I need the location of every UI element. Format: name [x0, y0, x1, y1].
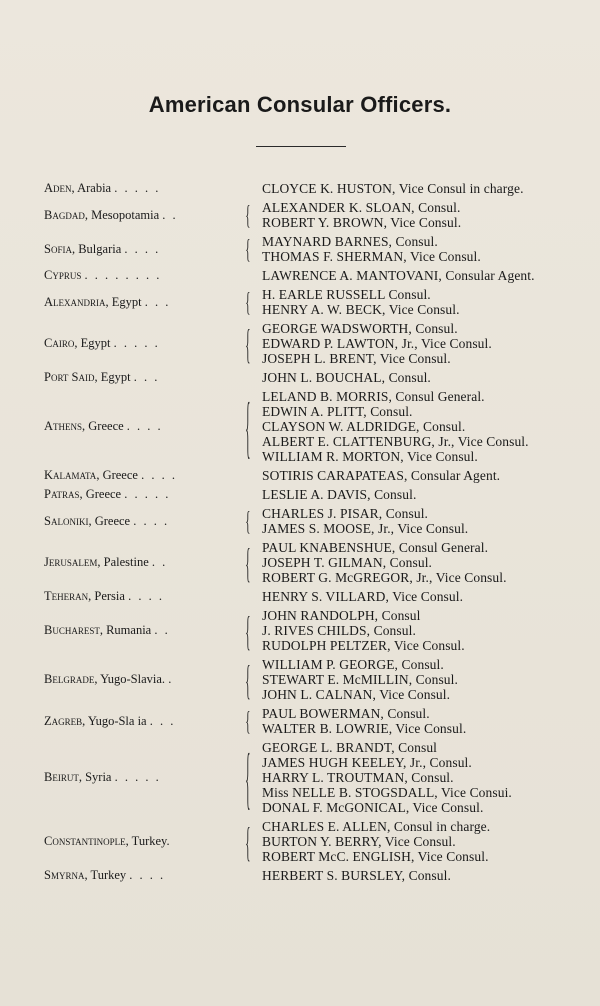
consular-post-entry — [0, 608, 600, 653]
consular-post-entry — [0, 181, 600, 196]
dot-leader: . . . . . — [114, 181, 161, 195]
curly-brace: { — [245, 606, 251, 655]
post-location — [0, 487, 234, 502]
consular-post-entry — [0, 657, 600, 702]
officer-name: H. EARLE RUSSELL Consul. — [262, 287, 431, 302]
post-location — [0, 181, 234, 196]
officer-name: STEWART E. McMILLIN, Consul. — [262, 672, 458, 687]
officer-name: EDWIN A. PLITT, Consul. — [262, 404, 413, 419]
consular-post-entry — [0, 268, 600, 283]
post-country: , Greece — [96, 468, 138, 482]
post-city: Jerusalem — [44, 555, 98, 569]
officer-name: GEORGE WADSWORTH, Consul. — [262, 321, 458, 336]
brace-column — [234, 817, 262, 866]
post-country: , Palestine — [97, 555, 149, 569]
officer-names — [262, 589, 463, 604]
brace-column — [234, 704, 262, 738]
post-city: Port Said — [44, 370, 95, 384]
officer-names — [262, 506, 468, 536]
post-city: Alexandria — [44, 294, 106, 309]
post-city: Sofia — [44, 241, 72, 256]
dot-leader: . . . . — [126, 419, 163, 433]
officer-names — [262, 200, 461, 230]
officer-name: JOHN L. BOUCHAL, Consul. — [262, 370, 431, 385]
post-country: , Greece — [88, 513, 131, 528]
consular-post-entry — [0, 321, 600, 366]
dot-leader: . . . . — [133, 513, 170, 528]
officer-name: WALTER B. LOWRIE, Vice Consul. — [262, 721, 467, 736]
title-divider — [256, 146, 346, 147]
officer-name: HENRY S. VILLARD, Vice Consul. — [262, 589, 464, 604]
officer-name: JOHN L. CALNAN, Vice Consul. — [262, 687, 451, 702]
brace-column — [234, 386, 262, 467]
consular-post-entry — [0, 868, 600, 883]
post-city: Beirut — [44, 770, 79, 784]
post-location — [0, 370, 234, 385]
post-city: Zagreb — [44, 713, 83, 728]
brace-column — [234, 198, 262, 232]
consular-post-entry — [0, 589, 600, 604]
post-location — [0, 336, 234, 351]
officer-name: LAWRENCE A. MANTOVANI, Consular Agent. — [262, 268, 535, 283]
post-location — [0, 623, 234, 638]
dot-leader: . . . . — [129, 868, 166, 882]
dot-leader: . . . . . — [124, 487, 171, 501]
post-location — [0, 208, 234, 223]
curly-brace: { — [245, 737, 251, 818]
brace-column — [234, 319, 262, 368]
officer-name: HERBERT S. BURSLEY, Consul. — [262, 868, 451, 883]
officer-names — [262, 181, 524, 196]
dot-leader: . . . — [144, 294, 171, 309]
officer-name: ALBERT E. CLATTENBURG, Jr., Vice Consul. — [262, 434, 529, 449]
brace-column — [234, 737, 262, 818]
post-country: , Rumania — [99, 623, 152, 637]
post-location — [0, 672, 234, 687]
officer-names — [262, 468, 500, 483]
officer-name: JOSEPH L. BRENT, Vice Consul. — [262, 351, 451, 366]
consular-post-entry — [0, 287, 600, 317]
officer-name: LESLIE A. DAVIS, Consul. — [262, 487, 417, 502]
consular-post-entry — [0, 706, 600, 736]
curly-brace: { — [245, 198, 251, 232]
post-location — [0, 868, 234, 883]
officer-name: EDWARD P. LAWTON, Jr., Vice Consul. — [262, 336, 492, 351]
post-country: , Turkey. — [125, 834, 170, 848]
officer-name: WILLIAM P. GEORGE, Consul. — [262, 657, 444, 672]
post-location — [0, 468, 234, 483]
officer-names — [262, 706, 466, 736]
post-city: Teheran — [44, 589, 89, 603]
officer-name: GEORGE L. BRANDT, Consul — [262, 740, 438, 755]
post-country: , Syria — [78, 770, 112, 784]
post-location — [0, 714, 234, 729]
post-country: , Turkey — [84, 868, 127, 882]
officer-names — [262, 540, 507, 585]
consular-officers-list — [0, 181, 600, 887]
curly-brace: { — [245, 232, 251, 266]
post-location — [0, 242, 234, 257]
consular-post-entry — [0, 737, 600, 818]
post-country: , Egypt — [94, 370, 131, 384]
officer-name: PAUL KNABENSHUE, Consul General. — [262, 540, 489, 555]
page-title: American Consular Officers. — [148, 92, 452, 117]
officer-names — [262, 370, 431, 385]
post-country: , Greece — [82, 419, 124, 433]
officer-name: WILLIAM R. MORTON, Vice Consul. — [262, 449, 478, 464]
officer-names — [262, 608, 465, 653]
brace-column — [234, 655, 262, 704]
post-country: , Mesopotamia — [84, 207, 160, 222]
post-country: , Egypt — [105, 294, 142, 309]
dot-leader: . — [168, 672, 174, 686]
officer-name: J. RIVES CHILDS, Consul. — [262, 623, 416, 638]
post-city: Constantinople — [44, 834, 126, 848]
officer-names — [262, 287, 460, 317]
officer-name: ROBERT G. McGREGOR, Jr., Vice Consul. — [262, 570, 507, 585]
dot-leader: . . — [154, 623, 170, 637]
officer-name: BURTON Y. BERRY, Vice Consul. — [262, 834, 456, 849]
post-country: , Persia — [88, 589, 125, 603]
consular-post-entry — [0, 234, 600, 264]
post-location — [0, 555, 234, 570]
post-country: , Greece — [79, 487, 122, 501]
post-city: Bagdad — [44, 207, 85, 222]
dot-leader: . . — [151, 555, 168, 569]
brace-column — [234, 504, 262, 538]
brace-column — [234, 232, 262, 266]
post-city: Cyprus — [44, 268, 82, 282]
consular-post-entry — [0, 468, 600, 483]
officer-name: MAYNARD BARNES, Consul. — [262, 234, 438, 249]
dot-leader: . . . — [133, 370, 160, 384]
post-city: Cairo — [44, 336, 75, 350]
officer-name: CLAYSON W. ALDRIDGE, Consul. — [262, 419, 466, 434]
officer-name: LELAND B. MORRIS, Consul General. — [262, 389, 485, 404]
consular-post-entry — [0, 819, 600, 864]
officer-name: HENRY A. W. BECK, Vice Consul. — [262, 302, 460, 317]
consular-post-entry — [0, 506, 600, 536]
dot-leader: . . — [162, 207, 178, 222]
officer-name: THOMAS F. SHERMAN, Vice Consul. — [262, 249, 481, 264]
officer-names — [262, 234, 481, 264]
consular-post-entry — [0, 487, 600, 502]
officer-name: JAMES HUGH KEELEY, Jr., Consul. — [262, 755, 472, 770]
post-location — [0, 419, 234, 434]
dot-leader: . . . . — [128, 589, 164, 603]
post-country: , Bulgaria — [71, 241, 122, 256]
curly-brace: { — [245, 704, 251, 738]
dot-leader: . . . . . — [113, 336, 160, 350]
post-city: Saloniki — [44, 513, 89, 528]
curly-brace: { — [245, 504, 251, 538]
officer-names — [262, 740, 512, 815]
post-city: Athens — [44, 419, 83, 433]
officer-name: SOTIRIS CARAPATEAS, Consular Agent. — [262, 468, 501, 483]
officer-name: JOSEPH T. GILMAN, Consul. — [262, 555, 433, 570]
curly-brace: { — [245, 655, 251, 704]
officer-name: JAMES S. MOOSE, Jr., Vice Consul. — [262, 521, 469, 536]
dot-leader: . . . . . — [114, 770, 161, 784]
officer-names — [262, 268, 535, 283]
post-city: Patras — [44, 487, 80, 501]
officer-name: Miss NELLE B. STOGSDALL, Vice Consui. — [262, 785, 512, 800]
officer-name: CHARLES E. ALLEN, Consul in charge. — [262, 819, 491, 834]
post-location — [0, 834, 234, 849]
curly-brace: { — [245, 285, 251, 319]
officer-name: ROBERT McC. ENGLISH, Vice Consul. — [262, 849, 489, 864]
dot-leader: . . . . . . . . — [84, 268, 162, 282]
officer-names — [262, 868, 451, 883]
post-city: Belgrade — [44, 672, 95, 686]
officer-name: JOHN RANDOLPH, Consul — [262, 608, 421, 623]
officer-name: ALEXANDER K. SLOAN, Consul. — [262, 200, 461, 215]
curly-brace: { — [245, 386, 251, 467]
officer-names — [262, 321, 492, 366]
officer-names — [262, 819, 490, 864]
officer-name: DONAL F. McGONICAL, Vice Consul. — [262, 800, 484, 815]
officer-name: CLOYCE K. HUSTON, Vice Consul in charge. — [262, 181, 524, 196]
consular-post-entry — [0, 370, 600, 385]
consular-post-entry — [0, 540, 600, 585]
curly-brace: { — [245, 538, 251, 587]
post-country: , Egypt — [74, 336, 111, 350]
officer-name: CHARLES J. PISAR, Consul. — [262, 506, 429, 521]
dot-leader: . . . . — [141, 468, 177, 482]
dot-leader: . . . — [149, 713, 176, 728]
officer-name: PAUL BOWERMAN, Consul. — [262, 706, 430, 721]
post-location — [0, 589, 234, 604]
officer-name: HARRY L. TROUTMAN, Consul. — [262, 770, 454, 785]
post-country: , Arabia — [71, 181, 112, 195]
dot-leader: . . . . — [124, 241, 161, 256]
post-location — [0, 295, 234, 310]
post-city: Aden — [44, 181, 72, 195]
post-location — [0, 770, 234, 785]
post-location — [0, 268, 234, 283]
brace-column — [234, 538, 262, 587]
brace-column — [234, 285, 262, 319]
officer-names — [262, 487, 416, 502]
post-city: Bucharest — [44, 623, 100, 637]
officer-name: RUDOLPH PELTZER, Vice Consul. — [262, 638, 465, 653]
post-city: Smyrna — [44, 868, 85, 882]
curly-brace: { — [245, 817, 251, 866]
officer-names — [262, 657, 458, 702]
officer-name: ROBERT Y. BROWN, Vice Consul. — [262, 215, 462, 230]
post-country: , Yugo-Sla ia — [82, 713, 147, 728]
consular-post-entry — [0, 386, 600, 467]
post-location — [0, 514, 234, 529]
consular-post-entry — [0, 200, 600, 230]
post-city: Kalamata — [44, 468, 97, 482]
post-country: , Yugo-Slavia. — [94, 672, 166, 686]
officer-names — [262, 389, 529, 464]
curly-brace: { — [245, 319, 251, 368]
brace-column — [234, 606, 262, 655]
